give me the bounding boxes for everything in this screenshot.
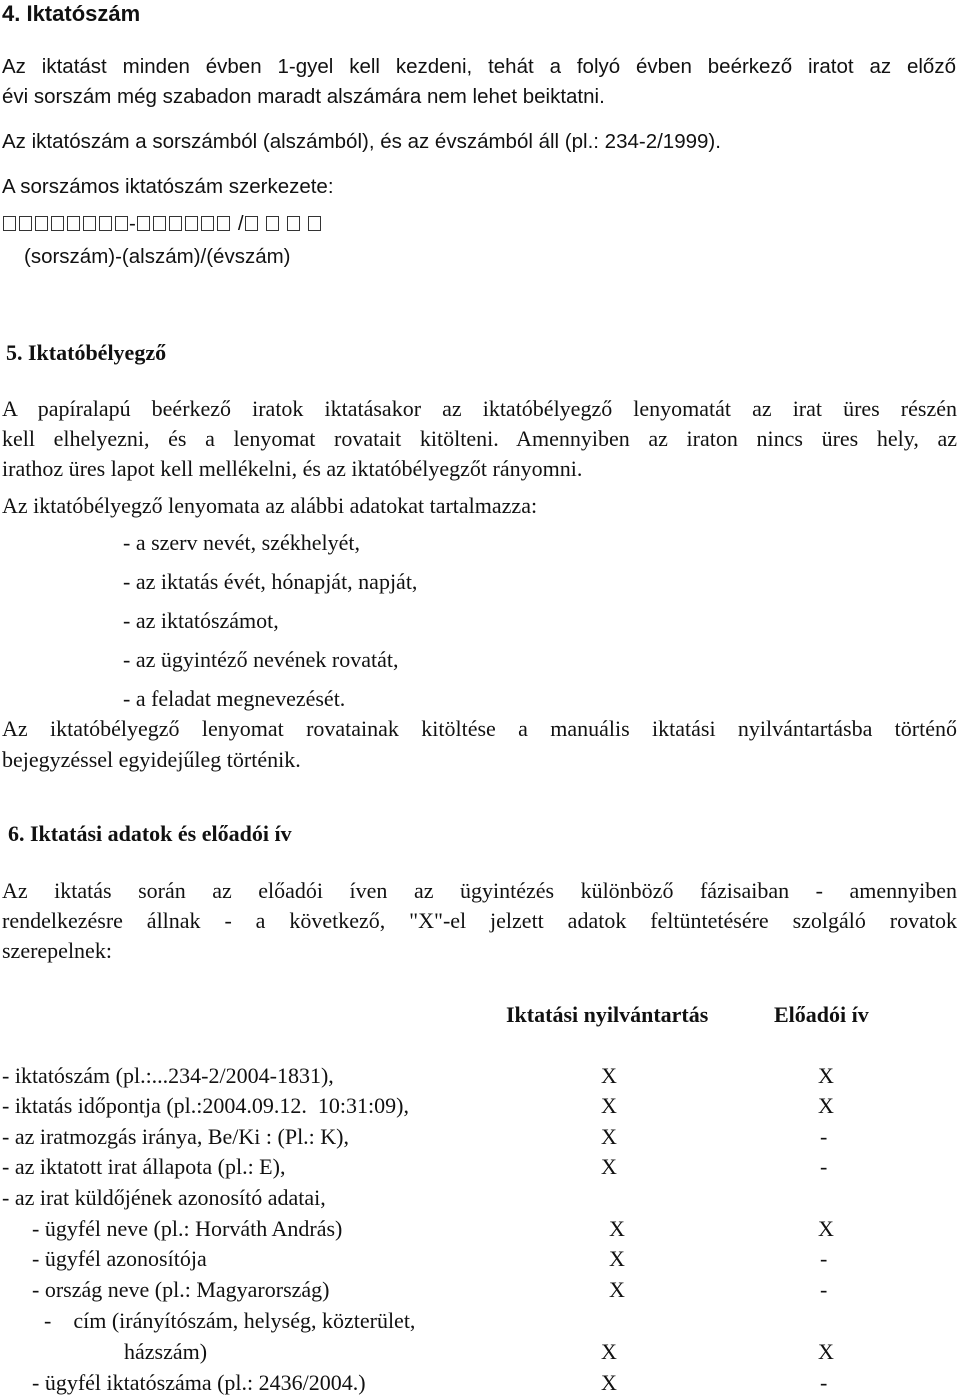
section-4-p1-line1: Az iktatást minden évben 1-gyel kell kezdeni, tehát a folyó évben beérkező iratot az előző — [2, 55, 956, 78]
iktatasi-nyilvantartas-mark: X — [601, 1124, 617, 1149]
row-label: - ügyfél azonosítója — [32, 1246, 207, 1271]
row-label: - az irat küldőjének azonosító adatai, — [2, 1185, 326, 1210]
section-5-p1-line2: kell elhelyezni, és a lenyomat rovatait kitölteni. Amennyiben az iraton nincs üres hely, az — [2, 426, 957, 451]
section-6-p1-line2: rendelkezésre állnak - a következő, "X"-el jelzett adatok feltüntetésére szolgáló rovatok — [2, 908, 957, 933]
row-label: házszám) — [124, 1339, 208, 1364]
section-6-p1-line3: szerepelnek: — [2, 938, 112, 963]
slash-separator: / — [237, 212, 244, 235]
section-5-p3-line2: bejegyzéssel egyidejűleg történik. — [2, 747, 301, 772]
iktatasi-nyilvantartas-mark: X — [601, 1063, 617, 1088]
section-6-p1-wrap2 — [2, 908, 957, 934]
row-label: - az iktatott irat állapota (pl.: E), — [2, 1154, 286, 1179]
section-5-p1-wrap2 — [2, 426, 957, 452]
eloadoi-iv-mark: X — [818, 1093, 834, 1118]
stamp-item: - az ügyintéző nevének rovatát, — [123, 647, 399, 672]
iktatasi-nyilvantartas-mark: X — [609, 1246, 625, 1271]
row-label: - ügyfél neve (pl.: Horváth András) — [32, 1216, 343, 1241]
stamp-item: - az iktatás évét, hónapját, napját, — [123, 569, 418, 594]
evszam-boxes — [245, 212, 324, 236]
row-label: - cím (irányítószám, helység, közterület, — [44, 1308, 416, 1333]
iktatoszam-structure-boxes — [3, 212, 324, 236]
section-5-p3-wrap — [2, 716, 957, 742]
row-label: - ország neve (pl.: Magyarország) — [32, 1277, 330, 1302]
row-label: - iktatószám (pl.:...234-2/2004-1831), — [2, 1063, 334, 1088]
stamp-item: - a szerv nevét, székhelyét, — [123, 530, 360, 555]
stamp-item: - az iktatószámot, — [123, 608, 279, 633]
sorszam-boxes — [3, 212, 129, 236]
eloadoi-iv-mark: X — [818, 1063, 834, 1088]
section-5-heading: 5. Iktatóbélyegző — [6, 340, 167, 365]
section-5-p1-line3: irathoz üres lapot kell mellékelni, és az iktatóbélyegzőt rányomni. — [2, 456, 583, 481]
column-header-iktatasi-nyilvantartas: Iktatási nyilvántartás — [506, 1002, 709, 1027]
structure-label: A sorszámos iktatószám szerkezete: — [2, 175, 334, 198]
iktatasi-nyilvantartas-mark: X — [601, 1093, 617, 1118]
column-header-eloadoi-iv: Előadói ív — [774, 1002, 869, 1027]
section-4-paragraph-line — [2, 55, 956, 79]
eloadoi-iv-mark: - — [820, 1246, 828, 1271]
iktatasi-nyilvantartas-mark: X — [601, 1154, 617, 1179]
section-5-p1-wrap — [2, 396, 957, 422]
section-5-p1-line1: A papíralapú beérkező iratok iktatásakor az iktatóbélyegző lenyomatát az irat üres részén — [2, 396, 957, 421]
section-6-p1-wrap — [2, 878, 957, 904]
iktatasi-nyilvantartas-mark: X — [609, 1216, 625, 1241]
section-5-p3-line1: Az iktatóbélyegző lenyomat rovatainak kitöltése a manuális iktatási nyilvántartásba történő — [2, 716, 957, 741]
section-4-p2: Az iktatószám a sorszámból (alszámból), és az évszámból áll (pl.: 234-2/1999). — [2, 130, 721, 153]
section-4-heading: 4. Iktatószám — [2, 1, 141, 26]
eloadoi-iv-mark: - — [820, 1370, 828, 1395]
iktatasi-nyilvantartas-mark: X — [601, 1370, 617, 1395]
eloadoi-iv-mark: X — [818, 1339, 834, 1364]
dash-separator: - — [129, 212, 136, 235]
iktatasi-nyilvantartas-mark: X — [601, 1339, 617, 1364]
section-4-p1-line2: évi sorszám még szabadon maradt alszámára nem lehet beiktatni. — [2, 85, 605, 108]
row-label: - az iratmozgás iránya, Be/Ki : (Pl.: K), — [2, 1124, 350, 1149]
row-label: - iktatás időpontja (pl.:2004.09.12. 10:31:09), — [2, 1093, 409, 1118]
eloadoi-iv-mark: - — [820, 1154, 828, 1179]
eloadoi-iv-mark: - — [820, 1277, 828, 1302]
structure-hint: (sorszám)-(alszám)/(évszám) — [24, 245, 291, 268]
iktatasi-nyilvantartas-mark: X — [609, 1277, 625, 1302]
section-5-p2: Az iktatóbélyegző lenyomata az alábbi adatokat tartalmazza: — [2, 493, 538, 518]
section-6-heading: 6. Iktatási adatok és előadói ív — [8, 821, 292, 846]
section-6-p1-line1: Az iktatás során az előadói íven az ügyintézés különböző fázisaiban - amennyiben — [2, 878, 957, 903]
eloadoi-iv-mark: X — [818, 1216, 834, 1241]
row-label: - ügyfél iktatószáma (pl.: 2436/2004.) — [32, 1370, 366, 1395]
alszam-boxes — [137, 212, 238, 236]
stamp-item: - a feladat megnevezését. — [123, 686, 346, 711]
eloadoi-iv-mark: - — [820, 1124, 828, 1149]
